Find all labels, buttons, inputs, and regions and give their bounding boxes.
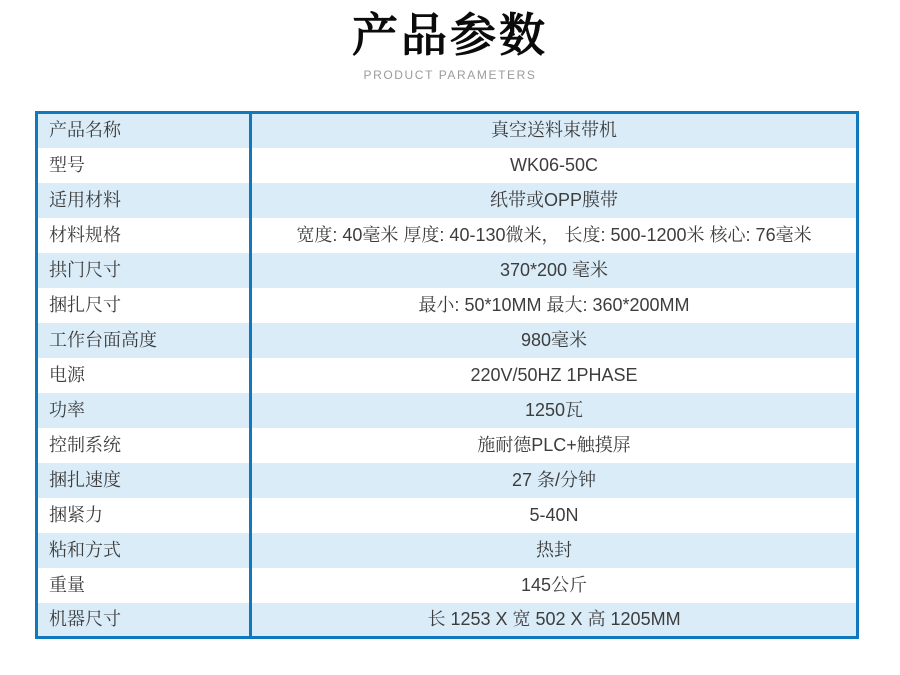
param-label: 型号 xyxy=(37,148,251,183)
param-value: 145公斤 xyxy=(520,574,588,595)
param-value: 370*200 毫米 xyxy=(499,259,609,280)
param-label: 材料规格 xyxy=(37,218,251,253)
table-row xyxy=(37,533,858,568)
param-value: 施耐德PLC+触摸屏 xyxy=(477,434,631,455)
table-row xyxy=(37,288,858,323)
param-label: 拱门尺寸 xyxy=(37,253,251,288)
param-value: 1250瓦 xyxy=(524,399,584,420)
table-row xyxy=(37,218,858,253)
param-value: 220V/50HZ 1PHASE xyxy=(470,364,638,385)
param-label: 捆扎速度 xyxy=(37,463,251,498)
param-label: 工作台面高度 xyxy=(37,323,251,358)
table-row xyxy=(37,253,858,288)
table-row xyxy=(37,568,858,603)
table-row xyxy=(37,393,858,428)
param-value: WK06-50C xyxy=(509,154,599,175)
table-row xyxy=(37,323,858,358)
table-row xyxy=(37,148,858,183)
param-value: 热封 xyxy=(536,539,572,560)
param-label: 粘和方式 xyxy=(37,533,251,568)
spec-table xyxy=(35,111,859,639)
param-label: 机器尺寸 xyxy=(37,603,251,638)
table-row xyxy=(37,113,858,148)
param-label: 捆扎尺寸 xyxy=(37,288,251,323)
spec-table-container xyxy=(35,111,859,639)
param-label: 电源 xyxy=(37,358,251,393)
param-value: 27 条/分钟 xyxy=(511,469,597,490)
param-value: 最小: 50*10MM 最大: 360*200MM xyxy=(418,294,690,315)
param-label: 重量 xyxy=(37,568,251,603)
page-subtitle: PRODUCT PARAMETERS xyxy=(363,67,537,82)
param-label: 适用材料 xyxy=(37,183,251,218)
page-title: 产品参数 xyxy=(352,9,548,61)
table-row xyxy=(37,358,858,393)
param-label: 捆紧力 xyxy=(37,498,251,533)
param-label: 产品名称 xyxy=(37,113,251,148)
table-row xyxy=(37,498,858,533)
param-value: 980毫米 xyxy=(520,329,588,350)
param-value: 真空送料束带机 xyxy=(491,120,617,141)
table-row xyxy=(37,603,858,638)
param-label: 功率 xyxy=(37,393,251,428)
param-value: 长 1253 X 宽 502 X 高 1205MM xyxy=(427,608,681,629)
page-header xyxy=(0,0,900,82)
param-label: 控制系统 xyxy=(37,428,251,463)
table-row xyxy=(37,428,858,463)
table-row xyxy=(37,183,858,218)
param-value: 5-40N xyxy=(529,504,579,525)
param-value: 宽度: 40毫米 厚度: 40-130微米， 长度: 500-1200米 核心: 76毫米 xyxy=(296,224,812,245)
param-value: 纸带或OPP膜带 xyxy=(489,189,618,210)
table-row xyxy=(37,463,858,498)
